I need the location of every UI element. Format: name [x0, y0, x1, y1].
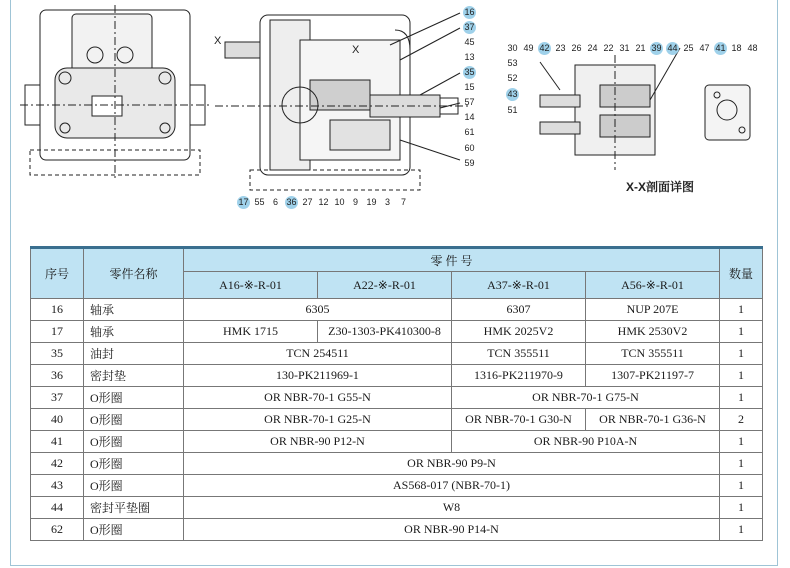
cell-part: Z30-1303-PK410300-8 — [318, 321, 452, 343]
callout-14: 14 — [464, 112, 475, 122]
callout-37: 37 — [464, 22, 475, 32]
cell-seq: 17 — [31, 321, 84, 343]
cell-name: O形圈 — [84, 475, 184, 497]
callout-42: 42 — [539, 43, 550, 53]
cell-part: OR NBR-70-1 G36-N — [586, 409, 720, 431]
cell-part: TCN 254511 — [184, 343, 452, 365]
cell-part: OR NBR-70-1 G30-N — [452, 409, 586, 431]
table-row — [31, 343, 763, 365]
cell-part: TCN 355511 — [452, 343, 586, 365]
table-row — [31, 387, 763, 409]
cell-part: 1307-PK21197-7 — [586, 365, 720, 387]
table-row — [31, 497, 763, 519]
cell-part: OR NBR-70-1 G55-N — [184, 387, 452, 409]
cell-qty: 1 — [720, 299, 763, 321]
cell-seq: 16 — [31, 299, 84, 321]
cell-part: HMK 1715 — [184, 321, 318, 343]
cell-part: AS568-017 (NBR-70-1) — [184, 475, 720, 497]
cell-name: O形圈 — [84, 387, 184, 409]
cell-name: 密封平垫圈 — [84, 497, 184, 519]
callout-19: 19 — [366, 197, 377, 207]
cell-part: OR NBR-90 P14-N — [184, 519, 720, 541]
cell-name: 轴承 — [84, 299, 184, 321]
callout-47: 47 — [699, 43, 710, 53]
callout-12: 12 — [318, 197, 329, 207]
callout-44: 44 — [667, 43, 678, 53]
header-model-a22: A22-※-R-01 — [318, 272, 452, 299]
section-title: X-X剖面详图 — [626, 180, 695, 194]
parts-table — [30, 246, 763, 541]
callout-57: 57 — [464, 97, 475, 107]
callout-16: 16 — [464, 7, 475, 17]
callout-15: 15 — [464, 82, 475, 92]
table-row — [31, 431, 763, 453]
cell-part: HMK 2530V2 — [586, 321, 720, 343]
cell-seq: 43 — [31, 475, 84, 497]
header-part-no: 零 件 号 — [184, 248, 720, 272]
table-row — [31, 365, 763, 387]
header-seq: 序号 — [31, 248, 84, 299]
cell-part: 6307 — [452, 299, 586, 321]
cell-name: 油封 — [84, 343, 184, 365]
cell-seq: 41 — [31, 431, 84, 453]
callout-22: 22 — [603, 43, 614, 53]
callout-31: 31 — [619, 43, 630, 53]
callout-49: 49 — [523, 43, 534, 53]
cell-part: OR NBR-70-1 G75-N — [452, 387, 720, 409]
cell-part: HMK 2025V2 — [452, 321, 586, 343]
pump-drawing — [0, 0, 790, 230]
callout-43: 43 — [507, 89, 518, 99]
callout-18: 18 — [731, 43, 742, 53]
cell-seq: 62 — [31, 519, 84, 541]
table-row — [31, 409, 763, 431]
cell-part: 6305 — [184, 299, 452, 321]
cell-part: NUP 207E — [586, 299, 720, 321]
cell-name: O形圈 — [84, 453, 184, 475]
cell-seq: 35 — [31, 343, 84, 365]
cell-name: O形圈 — [84, 519, 184, 541]
callout-55: 55 — [254, 197, 265, 207]
cell-qty: 1 — [720, 321, 763, 343]
table-row — [31, 475, 763, 497]
cell-name: 密封垫 — [84, 365, 184, 387]
cell-part: W8 — [184, 497, 720, 519]
cell-seq: 42 — [31, 453, 84, 475]
cell-seq: 40 — [31, 409, 84, 431]
section-marker-x-right: X — [352, 44, 360, 56]
callout-35: 35 — [464, 67, 475, 77]
cell-part: 1316-PK211970-9 — [452, 365, 586, 387]
drawing-svg — [0, 0, 790, 230]
callout-30: 30 — [507, 43, 518, 53]
cell-seq: 44 — [31, 497, 84, 519]
callout-51: 51 — [507, 105, 518, 115]
callout-48: 48 — [747, 43, 758, 53]
header-model-a56: A56-※-R-01 — [586, 272, 720, 299]
callout-25: 25 — [683, 43, 694, 53]
callout-6: 6 — [272, 197, 278, 207]
table-row — [31, 321, 763, 343]
callout-9: 9 — [352, 197, 358, 207]
cell-seq: 37 — [31, 387, 84, 409]
header-qty: 数量 — [720, 248, 763, 299]
cell-name: 轴承 — [84, 321, 184, 343]
callout-61: 61 — [464, 127, 475, 137]
header-model-a16: A16-※-R-01 — [184, 272, 318, 299]
cell-part: TCN 355511 — [586, 343, 720, 365]
cell-name: O形圈 — [84, 409, 184, 431]
header-name: 零件名称 — [84, 248, 184, 299]
cell-part: OR NBR-90 P9-N — [184, 453, 720, 475]
callout-41: 41 — [715, 43, 726, 53]
callout-36: 36 — [286, 197, 297, 207]
callout-23: 23 — [555, 43, 566, 53]
callout-3: 3 — [384, 197, 390, 207]
header-model-a37: A37-※-R-01 — [452, 272, 586, 299]
callout-53: 53 — [507, 58, 518, 68]
cell-name: O形圈 — [84, 431, 184, 453]
callout-7: 7 — [400, 197, 406, 207]
callout-60: 60 — [464, 143, 475, 153]
cell-qty: 1 — [720, 431, 763, 453]
cell-part: OR NBR-90 P10A-N — [452, 431, 720, 453]
callout-39: 39 — [651, 43, 662, 53]
cell-qty: 1 — [720, 387, 763, 409]
callout-52: 52 — [507, 73, 518, 83]
cell-qty: 1 — [720, 475, 763, 497]
callout-13: 13 — [464, 52, 475, 62]
callout-26: 26 — [571, 43, 582, 53]
callout-17: 17 — [238, 197, 249, 207]
section-marker-x-left: X — [214, 35, 222, 47]
cell-seq: 36 — [31, 365, 84, 387]
callout-27: 27 — [302, 197, 313, 207]
cell-qty: 1 — [720, 365, 763, 387]
cell-qty: 1 — [720, 519, 763, 541]
table-row — [31, 299, 763, 321]
cell-qty: 1 — [720, 497, 763, 519]
cell-qty: 1 — [720, 343, 763, 365]
cell-qty: 1 — [720, 453, 763, 475]
cell-qty: 2 — [720, 409, 763, 431]
callout-45: 45 — [464, 37, 475, 47]
callout-21: 21 — [635, 43, 646, 53]
cell-part: OR NBR-90 P12-N — [184, 431, 452, 453]
cell-part: OR NBR-70-1 G25-N — [184, 409, 452, 431]
callout-10: 10 — [334, 197, 345, 207]
callout-59: 59 — [464, 158, 475, 168]
table-row — [31, 519, 763, 541]
cell-part: 130-PK211969-1 — [184, 365, 452, 387]
callout-24: 24 — [587, 43, 598, 53]
table-row — [31, 453, 763, 475]
